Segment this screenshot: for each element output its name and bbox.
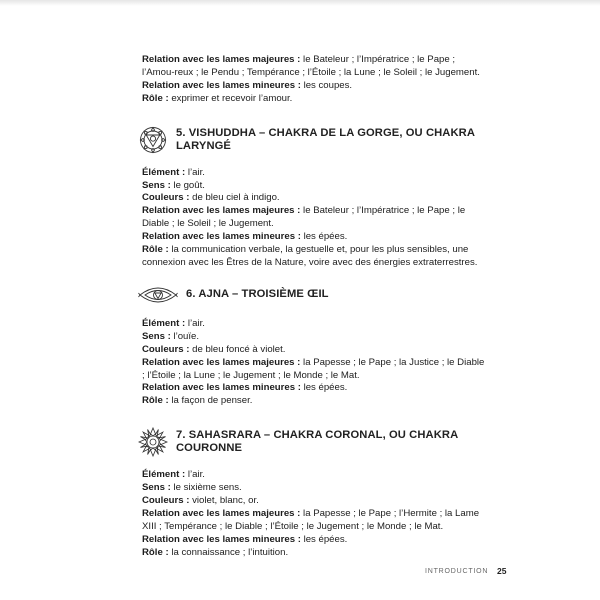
mineures-line (142, 534, 487, 547)
field-value: l’air. (185, 469, 205, 481)
chakra-4-continuation (142, 54, 487, 106)
chakra-7-heading (138, 427, 487, 457)
field-value: la façon de penser. (168, 395, 253, 407)
couleurs-line (142, 344, 487, 357)
field-label: Relation avec les lames mineures : (142, 231, 301, 243)
field-label: Relation avec les lames majeures : (142, 205, 301, 217)
field-value: la communication verbale, la gestuelle et, pour les plus sensibles, une connexion avec les Êtres de la Nature, voire avec des énergies extraterrestres. (142, 244, 478, 268)
role-line (142, 93, 487, 106)
field-value: violet, blanc, or. (189, 495, 259, 507)
field-value: les épées. (300, 533, 348, 545)
couleurs-line (142, 192, 487, 205)
chakra-5-title: 5. VISHUDDHA – CHAKRA DE LA GORGE, OU CHAKRA LARYNGÉ (176, 126, 475, 152)
field-label: Rôle : (142, 546, 169, 558)
field-label: Couleurs : (142, 343, 190, 355)
field-value: exprimer et recevoir l’amour. (168, 92, 293, 104)
role-line (142, 547, 487, 560)
sahasrara-lotus-icon (138, 427, 168, 457)
field-label: Rôle : (142, 244, 169, 256)
chakra-5-heading (138, 125, 487, 155)
majeures-line (142, 205, 487, 231)
element-line (142, 469, 487, 482)
chakra-6-title: 6. AJNA – TROISIÈME ŒIL (186, 288, 329, 301)
field-label: Sens : (142, 179, 171, 191)
majeures-line (142, 508, 487, 534)
page-top-edge (0, 0, 600, 6)
field-value: les coupes. (300, 79, 353, 91)
field-label: Relation avec les lames mineures : (142, 382, 301, 394)
field-value: le Bateleur ; l’Impératrice ; le Pape ; l’Amou-reux ; le Pendu ; Tempérance ; l’Étoile ; la Lune ; le Soleil ; le Jugement. (142, 54, 480, 78)
field-value: l’air. (185, 317, 205, 329)
field-label: Relation avec les lames mineures : (142, 533, 301, 545)
field-value: le goût. (170, 179, 205, 191)
field-value: de bleu foncé à violet. (189, 343, 286, 355)
field-label: Élément : (142, 317, 186, 329)
field-label: Rôle : (142, 395, 169, 407)
field-label: Élément : (142, 469, 186, 481)
field-value: le Bateleur ; l’Impératrice ; le Pape ; le Diable ; le Soleil ; le Jugement. (142, 205, 466, 230)
chakra-6-section (142, 284, 487, 408)
field-label: Relation avec les lames majeures : (142, 356, 301, 368)
couleurs-line (142, 495, 487, 508)
element-line (142, 318, 487, 331)
chakra-6-heading (138, 284, 487, 306)
field-label: Couleurs : (142, 495, 190, 507)
mineures-line (142, 80, 487, 93)
vishuddha-chakra-icon (138, 125, 168, 155)
chakra-7-section (142, 427, 487, 559)
field-value: l’air. (185, 166, 205, 178)
field-value: les épées. (300, 231, 348, 243)
field-label: Élément : (142, 166, 186, 178)
majeures-line (142, 54, 487, 80)
running-section-title: INTRODUCTION (425, 568, 489, 575)
page-footer (0, 566, 600, 580)
field-label: Relation avec les lames majeures : (142, 54, 301, 65)
field-value: le sixième sens. (170, 482, 242, 494)
role-line (142, 244, 487, 270)
field-label: Rôle : (142, 92, 169, 104)
page-content (142, 54, 487, 560)
sens-line (142, 482, 487, 495)
field-label: Sens : (142, 482, 171, 494)
sens-line (142, 180, 487, 193)
chakra-5-section (142, 125, 487, 270)
field-value: les épées. (300, 382, 348, 394)
page-number: 25 (497, 566, 507, 576)
role-line (142, 395, 487, 408)
field-value: de bleu ciel à indigo. (189, 192, 280, 204)
field-label: Relation avec les lames majeures : (142, 507, 301, 519)
ajna-eye-icon (138, 284, 178, 306)
field-label: Sens : (142, 330, 171, 342)
field-value: la Papesse ; le Pape ; l’Hermite ; la Lame XIII ; Tempérance ; le Diable ; l’Étoile ; le Jugement ; le Monde ; le Mat. (142, 507, 480, 532)
field-label: Couleurs : (142, 192, 190, 204)
element-line (142, 167, 487, 180)
sens-line (142, 331, 487, 344)
majeures-line (142, 357, 487, 383)
chakra-7-title: 7. SAHASRARA – CHAKRA CORONAL, OU CHAKRA COURONNE (176, 429, 458, 455)
field-value: la Papesse ; le Pape ; la Justice ; le Diable ; l’Étoile ; la Lune ; le Jugement ; le Monde ; le Mat. (142, 356, 485, 381)
field-value: la connaissance ; l’intuition. (168, 546, 289, 558)
mineures-line (142, 382, 487, 395)
field-label: Relation avec les lames mineures : (142, 79, 301, 91)
field-value: l’ouïe. (170, 330, 200, 342)
mineures-line (142, 231, 487, 244)
